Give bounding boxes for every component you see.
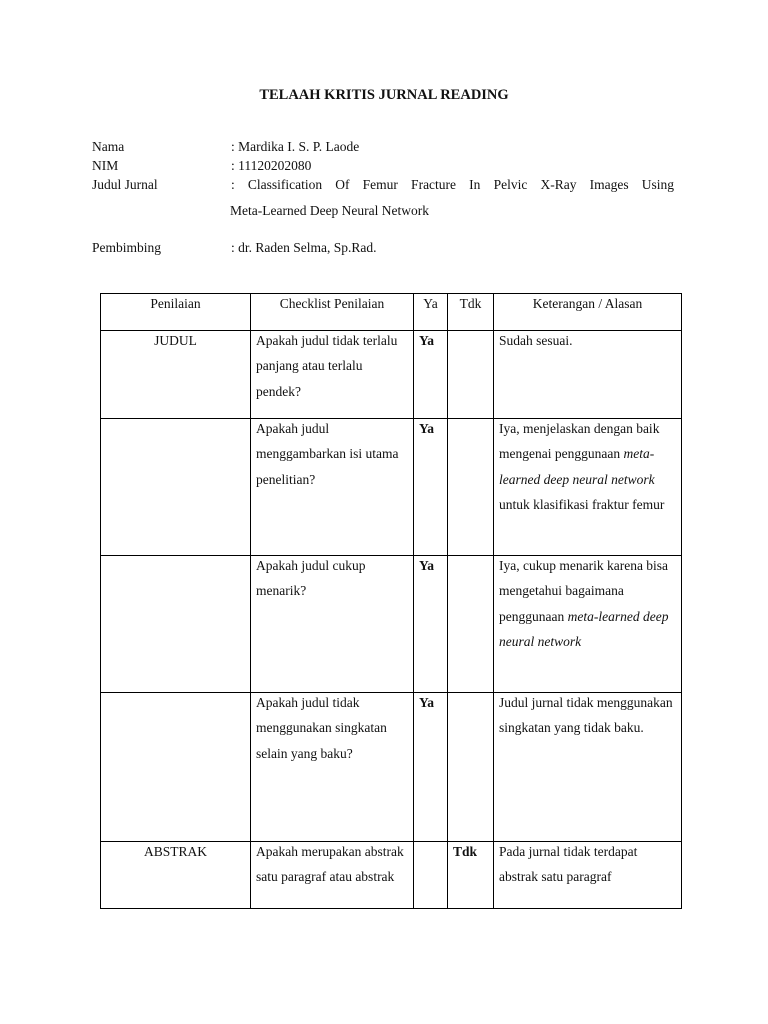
nama-label: Nama — [92, 139, 125, 154]
judul-label: Judul Jurnal — [92, 177, 158, 192]
table-row — [101, 556, 682, 693]
cell-checklist: Apakah merupakan abstrak satu paragraf atau abstrak — [251, 842, 414, 909]
cell-keterangan: Sudah sesuai. — [494, 331, 682, 419]
cell-keterangan: Iya, cukup menarik karena bisa mengetahui bagaimana penggunaan meta-learned deep neural network — [494, 556, 682, 693]
cell-ya: Ya — [414, 556, 448, 693]
review-table — [100, 293, 682, 909]
cell-tdk: Tdk — [448, 842, 494, 909]
nama-value: : Mardika I. S. P. Laode — [231, 139, 360, 154]
header-checklist: Checklist Penilaian — [251, 294, 414, 331]
cell-keterangan: Iya, menjelaskan dengan baik mengenai penggunaan meta-learned deep neural network untuk klasifikasi fraktur femur — [494, 419, 682, 556]
cell-penilaian — [101, 419, 251, 556]
header-ya: Ya — [414, 294, 448, 331]
header-keterangan: Keterangan / Alasan — [494, 294, 682, 331]
table-row — [101, 331, 682, 419]
pembimbing-value: : dr. Raden Selma, Sp.Rad. — [231, 240, 377, 255]
cell-penilaian — [101, 693, 251, 842]
header-tdk: Tdk — [448, 294, 494, 331]
pembimbing-label: Pembimbing — [92, 240, 162, 255]
cell-penilaian: ABSTRAK — [101, 842, 251, 909]
cell-tdk — [448, 419, 494, 556]
cell-keterangan: Pada jurnal tidak terdapat abstrak satu paragraf — [494, 842, 682, 909]
cell-ya: Ya — [414, 331, 448, 419]
table-row — [101, 693, 682, 842]
table-header-row — [101, 294, 682, 331]
cell-tdk — [448, 331, 494, 419]
judul-value-line1: : Classification Of Femur Fracture In Pelvic X-Ray Images Using — [231, 177, 674, 192]
judul-value-line2: Meta-Learned Deep Neural Network — [230, 203, 430, 218]
cell-checklist: Apakah judul cukup menarik? — [251, 556, 414, 693]
cell-penilaian: JUDUL — [101, 331, 251, 419]
cell-checklist: Apakah judul tidak menggunakan singkatan selain yang baku? — [251, 693, 414, 842]
cell-penilaian — [101, 556, 251, 693]
document-title: TELAAH KRITIS JURNAL READING — [259, 87, 509, 103]
cell-ya: Ya — [414, 693, 448, 842]
nim-label: NIM — [92, 158, 119, 173]
cell-keterangan: Judul jurnal tidak menggunakan singkatan yang tidak baku. — [494, 693, 682, 842]
cell-checklist: Apakah judul tidak terlalu panjang atau terlalu pendek? — [251, 331, 414, 419]
header-penilaian: Penilaian — [101, 294, 251, 331]
cell-checklist: Apakah judul menggambarkan isi utama penelitian? — [251, 419, 414, 556]
cell-tdk — [448, 556, 494, 693]
cell-ya: Ya — [414, 419, 448, 556]
nim-value: : 11120202080 — [231, 158, 312, 173]
cell-ya — [414, 842, 448, 909]
table-row — [101, 419, 682, 556]
cell-tdk — [448, 693, 494, 842]
table-row — [101, 842, 682, 909]
